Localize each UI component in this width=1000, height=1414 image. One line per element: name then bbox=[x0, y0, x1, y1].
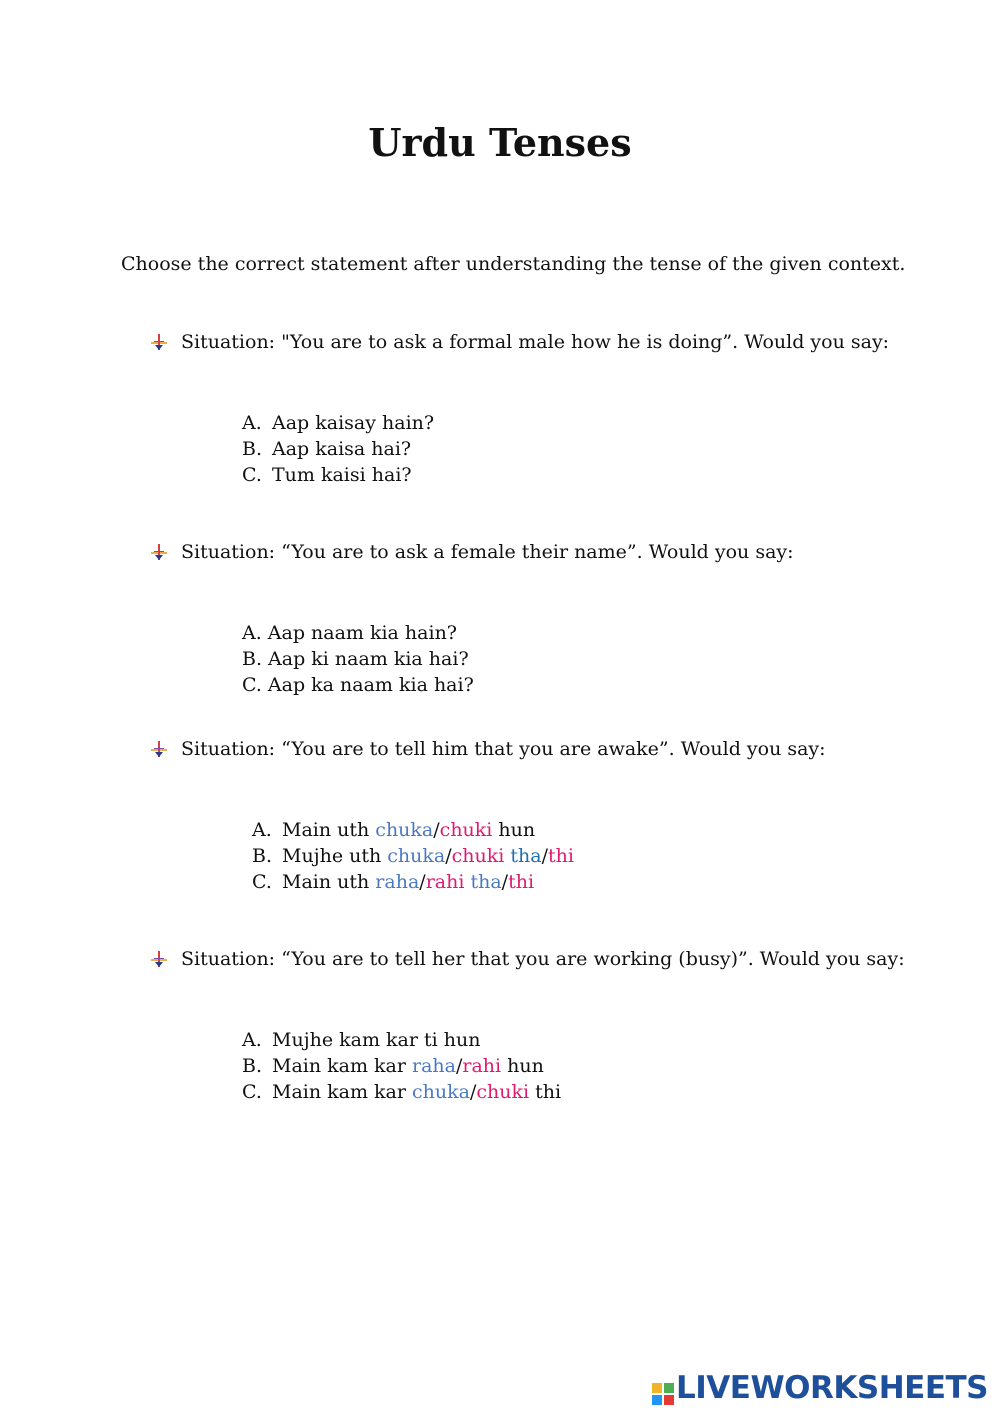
option-text: Aap kaisa hai? bbox=[272, 438, 412, 460]
option-text: Tum kaisi hai? bbox=[272, 464, 412, 486]
option-c[interactable] bbox=[252, 869, 574, 895]
feminine-form: thi bbox=[508, 871, 535, 893]
option-a[interactable] bbox=[242, 620, 474, 646]
slash: / bbox=[419, 871, 426, 893]
option-text bbox=[282, 869, 534, 895]
option-a[interactable] bbox=[242, 1027, 561, 1053]
logo-text: LIVEWORKSHEETS bbox=[676, 1370, 988, 1406]
option-letter: C. bbox=[242, 1081, 262, 1103]
option-text bbox=[272, 1053, 544, 1079]
situation-4 bbox=[150, 948, 905, 970]
option-b[interactable] bbox=[242, 646, 474, 672]
situation-text: Situation: “You are to tell him that you are awake”. Would you say: bbox=[181, 738, 826, 760]
slash: / bbox=[445, 845, 452, 867]
option-text bbox=[272, 1079, 561, 1105]
text-part: Main uth bbox=[282, 819, 376, 841]
option-letter: B. bbox=[242, 438, 263, 460]
option-letter: C. bbox=[252, 871, 272, 893]
feminine-form: chuki bbox=[439, 819, 493, 841]
masculine-form: raha bbox=[412, 1055, 456, 1077]
option-a[interactable] bbox=[242, 410, 434, 436]
liveworksheets-logo-icon bbox=[652, 1377, 674, 1399]
option-c[interactable] bbox=[242, 672, 474, 698]
slash: / bbox=[541, 845, 549, 867]
option-c[interactable] bbox=[242, 1079, 561, 1105]
option-text: Aap ki naam kia hai? bbox=[268, 648, 469, 670]
option-text: Aap ka naam kia hai? bbox=[267, 674, 474, 696]
masculine-form: tha bbox=[510, 845, 542, 867]
option-text: Aap naam kia hain? bbox=[267, 622, 457, 644]
slash: / bbox=[455, 1055, 463, 1077]
masculine-form: raha bbox=[375, 871, 420, 893]
option-a[interactable] bbox=[252, 817, 574, 843]
text-part: Main kam kar bbox=[272, 1081, 412, 1103]
option-letter: A. bbox=[242, 1029, 262, 1051]
option-letter: C. bbox=[242, 674, 262, 696]
situation-text: Situation: “You are to tell her that you are working (busy)”. Would you say: bbox=[181, 948, 905, 970]
masculine-form: tha bbox=[470, 871, 502, 893]
slash: / bbox=[469, 1081, 477, 1103]
option-letter: A. bbox=[252, 819, 272, 841]
slash: / bbox=[433, 819, 440, 841]
arrow-bullet-icon bbox=[150, 333, 168, 351]
masculine-form: chuka bbox=[412, 1081, 470, 1103]
feminine-form: chuki bbox=[451, 845, 505, 867]
arrow-bullet-icon bbox=[150, 543, 168, 561]
text-part: Main kam kar bbox=[272, 1055, 412, 1077]
options-4 bbox=[242, 1027, 561, 1105]
text-part: hun bbox=[492, 819, 536, 841]
option-b[interactable] bbox=[252, 843, 574, 869]
feminine-form: thi bbox=[548, 845, 574, 867]
masculine-form: chuka bbox=[375, 819, 434, 841]
options-1 bbox=[242, 410, 434, 488]
option-c[interactable] bbox=[242, 462, 434, 488]
option-b[interactable] bbox=[242, 436, 434, 462]
situation-text: Situation: “You are to ask a female their name”. Would you say: bbox=[181, 541, 794, 563]
option-text: Aap kaisay hain? bbox=[272, 412, 435, 434]
option-letter: B. bbox=[242, 648, 263, 670]
option-text bbox=[282, 843, 574, 869]
masculine-form: chuka bbox=[387, 845, 446, 867]
options-3 bbox=[252, 817, 574, 895]
situation-2 bbox=[150, 541, 794, 563]
option-letter: B. bbox=[242, 1055, 263, 1077]
situation-1 bbox=[150, 331, 889, 353]
page-title: Urdu Tenses bbox=[368, 120, 632, 165]
arrow-bullet-icon bbox=[150, 950, 168, 968]
slash: / bbox=[501, 871, 509, 893]
arrow-bullet-icon bbox=[150, 740, 168, 758]
liveworksheets-logo[interactable] bbox=[652, 1370, 988, 1406]
text-part: thi bbox=[529, 1081, 562, 1103]
options-2 bbox=[242, 620, 474, 698]
situation-3 bbox=[150, 738, 826, 760]
option-letter: C. bbox=[242, 464, 262, 486]
feminine-form: chuki bbox=[476, 1081, 530, 1103]
option-letter: B. bbox=[252, 845, 273, 867]
text-part: Main uth bbox=[282, 871, 376, 893]
text-part: hun bbox=[501, 1055, 544, 1077]
option-letter: A. bbox=[242, 412, 262, 434]
feminine-form: rahi bbox=[425, 871, 465, 893]
option-text: Mujhe kam kar ti hun bbox=[272, 1029, 481, 1051]
feminine-form: rahi bbox=[462, 1055, 502, 1077]
situation-text: Situation: "You are to ask a formal male how he is doing”. Would you say: bbox=[181, 331, 890, 353]
option-letter: A. bbox=[242, 622, 262, 644]
option-text bbox=[282, 817, 535, 843]
option-b[interactable] bbox=[242, 1053, 561, 1079]
instruction-text: Choose the correct statement after understanding the tense of the given context. bbox=[121, 253, 906, 275]
text-part: Mujhe uth bbox=[282, 845, 388, 867]
